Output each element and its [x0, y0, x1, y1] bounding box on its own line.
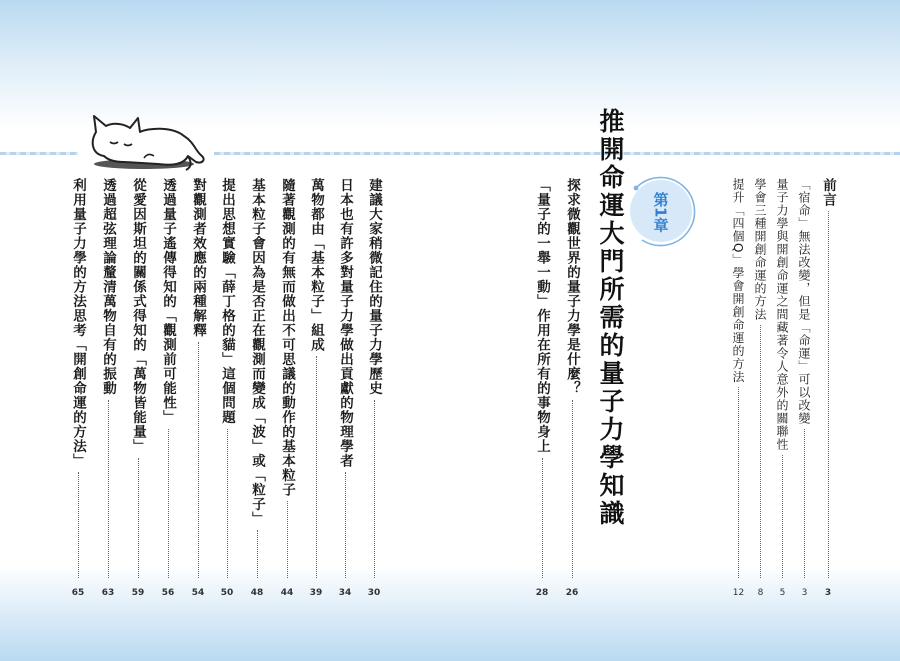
page-number: 3 [801, 588, 808, 598]
page-number: 50 [220, 588, 234, 598]
toc-entry-text: 建議大家稍微記住的量子力學歷史 [366, 178, 382, 396]
page-number: 39 [309, 588, 323, 598]
toc-entry-text: 基本粒子會因為是否正在觀測而變成「波」或「粒子」 [249, 178, 265, 526]
toc-entry-text: 利用量子力學的方法思考「開創命運的方法」 [70, 178, 86, 468]
leader-dots [257, 530, 258, 578]
toc-entry-text: 對觀測者效應的兩種解釋 [190, 178, 206, 338]
leader-dots [828, 211, 829, 578]
toc-entry[interactable] [128, 178, 148, 598]
waterline-left [0, 152, 78, 155]
page-number: 28 [535, 588, 549, 598]
leader-dots [760, 325, 761, 578]
leader-dots [287, 501, 288, 578]
page-number: 44 [280, 588, 294, 598]
page-number: 63 [101, 588, 115, 598]
page-number: 12 [732, 588, 745, 598]
sleeping-cat-icon [84, 106, 212, 174]
chapter-title: 推開命運大門所需的量子力學知識 [596, 108, 625, 528]
page-number: 34 [338, 588, 352, 598]
leader-dots [227, 429, 228, 579]
toc-entry[interactable] [277, 178, 297, 598]
toc-entry-text: 隨著觀測的有無而做出不可思議的動作的基本粒子 [279, 178, 295, 497]
toc-entry[interactable] [532, 178, 552, 598]
leader-dots [542, 458, 543, 579]
toc-entry[interactable] [247, 178, 267, 598]
toc-entry-text: 學會三種開創命運的方法 [753, 178, 767, 321]
toc-entry-text: 前言 [820, 178, 836, 207]
toc-entry[interactable] [752, 178, 769, 598]
page-number: 54 [191, 588, 205, 598]
leader-dots [345, 472, 346, 578]
leader-dots [804, 429, 805, 578]
toc-entry-text: 萬物都由「基本粒子」組成 [308, 178, 324, 352]
toc-entry-text: 提升「四個Q」學會開創命運的方法 [731, 178, 745, 384]
toc-entry-text: 量子力學與開創命運之間藏著令人意外的關聯性 [775, 178, 789, 451]
leader-dots [168, 429, 169, 579]
leader-dots [374, 400, 375, 579]
toc-entry[interactable] [217, 178, 237, 598]
page-number: 56 [161, 588, 175, 598]
toc-entry-preface[interactable] [818, 178, 838, 598]
leader-dots [572, 400, 573, 579]
page-number: 3 [824, 588, 832, 598]
toc-entry-text: 「宿命」無法改變，但是「命運」可以改變 [797, 178, 811, 425]
toc-entry[interactable] [796, 178, 813, 598]
toc-entry[interactable] [562, 178, 582, 598]
leader-dots [316, 356, 317, 578]
leader-dots [138, 458, 139, 579]
toc-entry-text: 「量子的一舉一動」作用在所有的事物身上 [534, 178, 550, 454]
leader-dots [782, 455, 783, 578]
toc-entry-text: 日本也有許多對量子力學做出貢獻的物理學者 [337, 178, 353, 468]
toc-entry[interactable] [335, 178, 355, 598]
toc-entry-text: 提出思想實驗「薛丁格的貓」這個問題 [219, 178, 235, 425]
toc-entry-text: 從愛因斯坦的關係式得知的「萬物皆能量」 [130, 178, 146, 454]
page-number: 59 [131, 588, 145, 598]
page-number: 8 [757, 588, 764, 598]
toc-entry[interactable] [774, 178, 791, 598]
toc-entry[interactable] [68, 178, 88, 598]
toc-entry[interactable] [188, 178, 208, 598]
waterline-right [214, 152, 900, 155]
leader-dots [108, 400, 109, 579]
toc-entry[interactable] [730, 178, 747, 598]
leader-dots [738, 387, 739, 578]
leader-dots [78, 472, 79, 578]
chapter-badge [624, 170, 696, 252]
toc-entry[interactable] [306, 178, 326, 598]
toc-entry[interactable] [98, 178, 118, 598]
page-number: 48 [250, 588, 264, 598]
leader-dots [198, 342, 199, 579]
toc-entry-text: 探求微觀世界的量子力學是什麼？ [564, 178, 580, 396]
chapter-number: 第1章 [651, 191, 670, 233]
page-number: 26 [565, 588, 579, 598]
page-number: 30 [367, 588, 381, 598]
toc-entry[interactable] [158, 178, 178, 598]
toc-entry-text: 透過超弦理論釐清萬物自有的振動 [100, 178, 116, 396]
page-number: 5 [779, 588, 786, 598]
toc-entry-text: 透過量子遙傳得知的「觀測前可能性」 [160, 178, 176, 425]
page-number: 65 [71, 588, 85, 598]
toc-entry[interactable] [364, 178, 384, 598]
